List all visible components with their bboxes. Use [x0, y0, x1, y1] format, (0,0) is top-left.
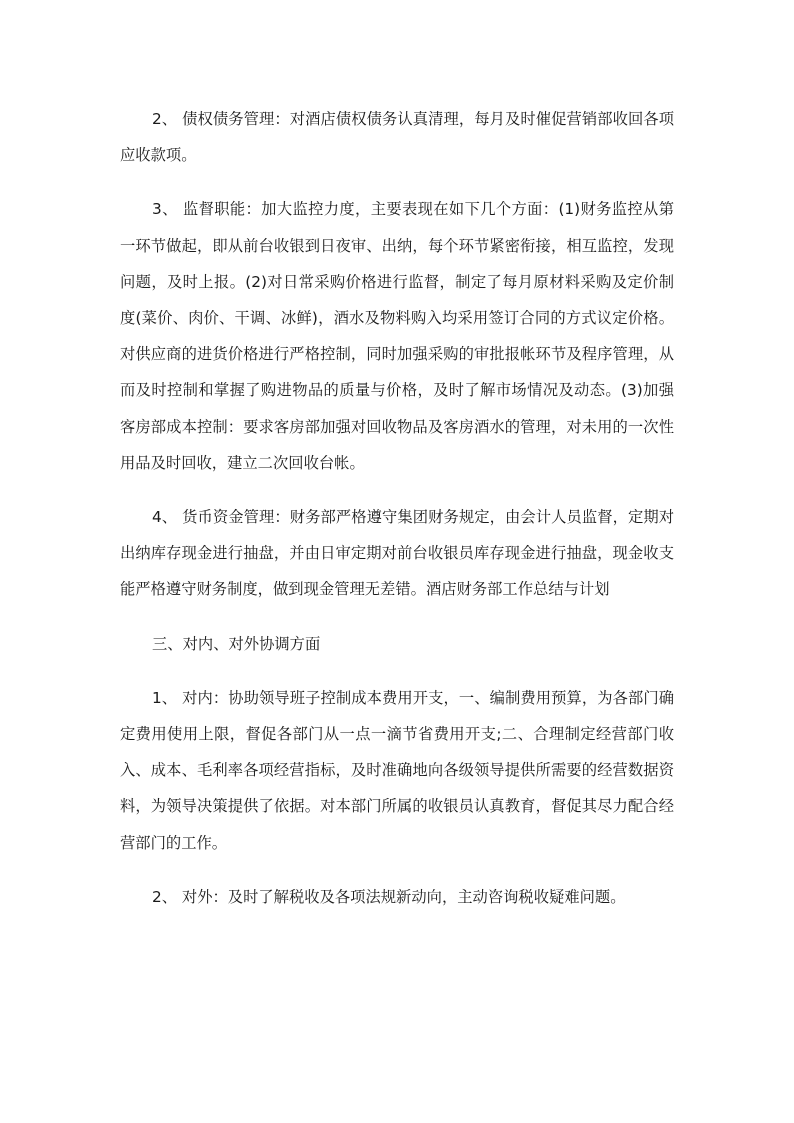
section-heading-coordination: 三、对内、对外协调方面 [152, 634, 321, 653]
paragraph-cash-management: 4、 货币资金管理：财务部严格遵守集团财务规定，由会计人员监督，定期对出纳库存现金进行抽盘，并由日审定期对前台收银员库存现金进行抽盘，现金收支能严格遵守财务制度，做到现金管理无差错。酒店财务部工作总结与计划 [120, 508, 674, 599]
paragraph-external-coordination: 2、 对外：及时了解税收及各项法规新动向，主动咨询税收疑难问题。 [152, 887, 626, 906]
paragraph-supervision: 3、 监督职能：加大监控力度，主要表现在如下几个方面：(1)财务监控从第一环节做起，即从前台收银到日夜审、出纳，每个环节紧密衔接，相互监控，发现问题，及时上报。(2)对日常采购价格进行监督，制定了每月原材料采购及定价制度(菜价、肉价、干调、冰鲜)，酒水及物料购入均采用签订合同的方式议定价格。对供应商的进货价格进行严格控制，同时加强采购的审批报帐环节及程序管理，从而及时控制和掌握了购进物品的质量与价格，及时了解市场情况及动态。(3)加强客房部成本控制：要求客房部加强对回收物品及客房酒水的管理，对未用的一次性用品及时回收，建立二次回收台帐。 [120, 200, 674, 472]
paragraph-internal-coordination: 1、 对内：协助领导班子控制成本费用开支，一、编制费用预算，为各部门确定费用使用上限，督促各部门从一点一滴节省费用开支;二、合理制定经营部门收入、成本、毛利率各项经营指标，及时准确地向各级领导提供所需要的经营数据资料，为领导决策提供了依据。对本部门所属的收银员认真教育，督促其尽力配合经营部门的工作。 [120, 688, 674, 852]
paragraph-debt-management: 2、 债权债务管理：对酒店债权债务认真清理，每月及时催促营销部收回各项应收款项。 [120, 110, 674, 165]
